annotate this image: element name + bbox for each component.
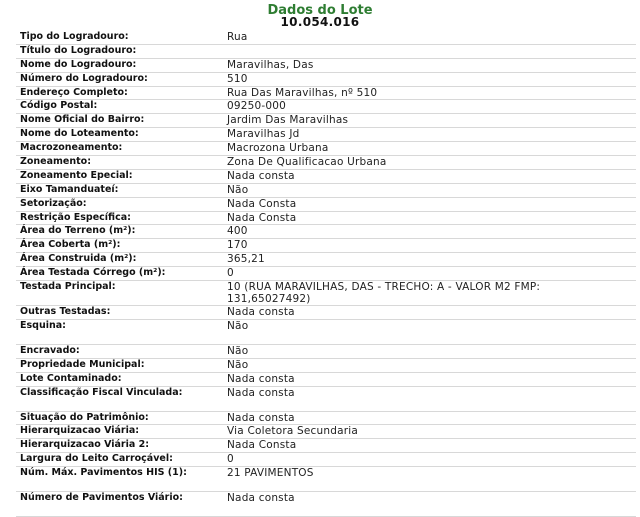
field-value: 170 [227, 239, 248, 252]
table-row [16, 492, 636, 517]
field-label: Área Construida (m²): [20, 253, 137, 265]
field-value: Maravilhas Jd [227, 128, 300, 141]
field-label: Encravado: [20, 344, 80, 356]
field-label: Testada Principal: [20, 281, 116, 293]
table-row [16, 345, 636, 359]
field-value: Nada consta [227, 386, 295, 399]
table-row [16, 320, 636, 345]
table-row [16, 453, 636, 467]
field-label: Nome do Loteamento: [20, 128, 139, 140]
field-value: Nada consta [227, 169, 295, 182]
field-label: Classificação Fiscal Vinculada: [20, 386, 183, 398]
field-label: Hierarquizacao Viária 2: [20, 439, 149, 451]
field-value: 0 [227, 267, 234, 280]
table-row [16, 87, 636, 101]
table-row [16, 425, 636, 439]
table-row [16, 142, 636, 156]
field-value: Não [227, 183, 249, 196]
field-label: Largura do Leito Carroçável: [20, 453, 173, 465]
field-label: Título do Logradouro: [20, 44, 137, 56]
table-row [16, 267, 636, 281]
field-value: Zona De Qualificacao Urbana [227, 156, 387, 169]
field-label: Situação do Patrimônio: [20, 411, 149, 423]
field-value: Rua [227, 31, 248, 43]
field-value: Macrozona Urbana [227, 142, 329, 155]
table-row [16, 156, 636, 170]
lot-number: 10.054.016 [280, 15, 360, 29]
field-label: Eixo Tamanduateí: [20, 183, 119, 195]
field-value: 21 PAVIMENTOS [227, 467, 314, 480]
lot-data-table [16, 31, 636, 517]
field-value: Nada Consta [227, 211, 297, 224]
page-title: Dados do Lote [267, 3, 373, 18]
table-row [16, 184, 636, 198]
field-label: Área Testada Córrego (m²): [20, 267, 166, 279]
table-row [16, 281, 636, 306]
table-row [16, 239, 636, 253]
field-value: 365,21 [227, 253, 265, 266]
field-value: Via Coletora Secundaria [227, 425, 358, 438]
table-row [16, 467, 636, 492]
table-row [16, 45, 636, 59]
field-label: Área do Terreno (m²): [20, 225, 136, 237]
table-row [16, 31, 636, 45]
field-value: 400 [227, 225, 248, 238]
field-label: Núm. Máx. Pavimentos HIS (1): [20, 467, 187, 479]
field-label: Lote Contaminado: [20, 372, 122, 384]
field-label: Número do Logradouro: [20, 72, 148, 84]
field-value: 09250-000 [227, 100, 287, 113]
field-label: Restrição Específica: [20, 211, 131, 223]
field-value: Não [227, 358, 249, 371]
field-label: Macrozoneamento: [20, 142, 123, 154]
field-value: Nada consta [227, 411, 295, 424]
field-label: Setorização: [20, 197, 87, 209]
table-row [16, 387, 636, 412]
field-value: Nada Consta [227, 439, 297, 452]
field-label: Tipo do Logradouro: [20, 31, 129, 42]
field-value: 0 [227, 453, 234, 466]
table-row [16, 253, 636, 267]
table-row [16, 212, 636, 226]
field-label: Endereço Completo: [20, 86, 128, 98]
table-row [16, 359, 636, 373]
field-value: 10 (RUA MARAVILHAS, DAS - TRECHO: A - VALOR M2 FMP: 131,65027492) [227, 281, 541, 306]
field-value: Maravilhas, Das [227, 58, 314, 71]
table-row [16, 128, 636, 142]
table-row [16, 306, 636, 320]
field-label: Zoneamento: [20, 156, 92, 168]
table-row [16, 73, 636, 87]
field-value: Nada consta [227, 492, 295, 505]
field-value: Rua Das Maravilhas, nº 510 [227, 86, 378, 99]
field-label: Outras Testadas: [20, 306, 111, 318]
table-row [16, 225, 636, 239]
field-label: Código Postal: [20, 100, 98, 112]
table-row [16, 412, 636, 426]
field-value: Jardim Das Maravilhas [227, 114, 349, 127]
field-value: Não [227, 344, 249, 357]
field-label: Área Coberta (m²): [20, 239, 121, 251]
table-row [16, 198, 636, 212]
table-row [16, 170, 636, 184]
table-row [16, 59, 636, 73]
table-row [16, 114, 636, 128]
field-label: Propriedade Municipal: [20, 358, 145, 370]
header [0, 0, 640, 28]
field-label: Hierarquizacao Viária: [20, 425, 140, 437]
field-label: Número de Pavimentos Viário: [20, 492, 183, 504]
table-row [16, 100, 636, 114]
field-label: Nome do Logradouro: [20, 58, 137, 70]
table-row [16, 439, 636, 453]
field-label: Esquina: [20, 319, 66, 331]
field-label: Zoneamento Epecial: [20, 169, 133, 181]
field-label: Nome Oficial do Bairro: [20, 114, 145, 126]
field-value: Nada consta [227, 372, 295, 385]
field-value: Não [227, 319, 249, 332]
table-row [16, 373, 636, 387]
field-value: Nada consta [227, 306, 295, 319]
field-value: Nada Consta [227, 197, 297, 210]
field-value: 510 [227, 72, 248, 85]
